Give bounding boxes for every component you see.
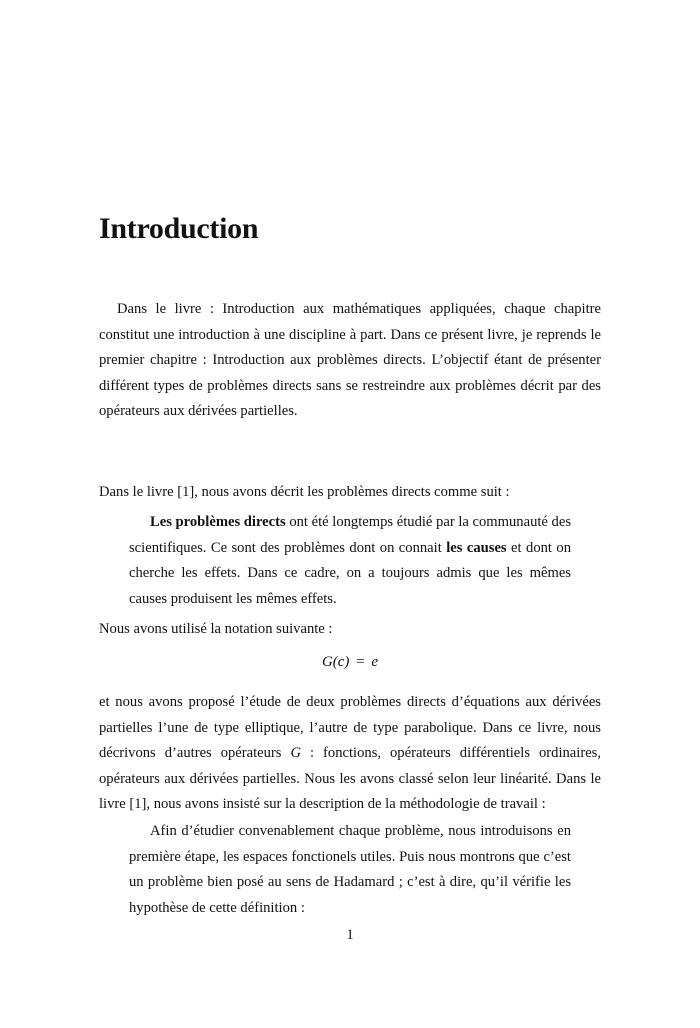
bold-term-direct-problems: Les problèmes directs <box>150 514 286 530</box>
quote-1-text-a: ont été longtemps étudié par la communauté des scientifiques. Ce sont des problèmes dont on connait <box>129 514 572 556</box>
chapter-title: Introduction <box>99 212 259 245</box>
paragraph-2-text-b: : fonctions, opérateurs différentiels ordinaires, opérateurs aux dérivées partielles. Nous les avons classé selon leur linéarité. Dans le livre [1], nous avons insisté sur la description de la méthodologie de travail : <box>99 745 601 813</box>
equation-g-c-equals-e <box>0 650 700 675</box>
paragraph-2-text-a: et nous avons proposé l’étude de deux problèmes directs d’équations aux dérivées partielles l’une de type elliptique, l’autre de type parabolique. Dans ce livre, nous décrivons d’autres opérateurs <box>99 694 601 762</box>
notation-line: Nous avons utilisé la notation suivante : <box>99 621 333 637</box>
page-number: 1 <box>346 927 354 943</box>
equation-lhs: G(c) <box>321 654 350 670</box>
bold-term-causes: les causes <box>446 539 507 556</box>
livre-intro-line: Dans le livre [1], nous avons décrit les problèmes directs comme suit : <box>99 484 510 500</box>
equation-sign: = <box>356 654 365 670</box>
quote-direct-problems <box>129 510 571 612</box>
quote-methodology: Afin d’étudier convenablement chaque problème, nous introduisons en première étape, les espaces fonctionels utiles. Puis nous montrons que c’est un problème bien posé au sens de Hadamard ; c’est à dire, qu’il vérifie les hypothèse de cette définition : <box>129 823 571 916</box>
equation-rhs: e <box>371 654 379 670</box>
intro-paragraph: Dans le livre : Introduction aux mathématiques appliquées, chaque chapitre constitut une introduction à une discipline à part. Dans ce présent livre, je reprends le premier chapitre : Introduction aux problèmes directs. L’objectif étant de présenter différent types de problèmes directs sans se restreindre aux problèmes décrit par des opérateurs aux dérivées partielles. <box>99 301 601 420</box>
paragraph-operators <box>99 690 601 818</box>
operator-symbol-g: G <box>290 745 302 762</box>
quote-1-text-b: et dont on cherche les effets. Dans ce cadre, on a toujours admis que les mêmes causes produisent les mêmes effets. <box>129 539 572 607</box>
